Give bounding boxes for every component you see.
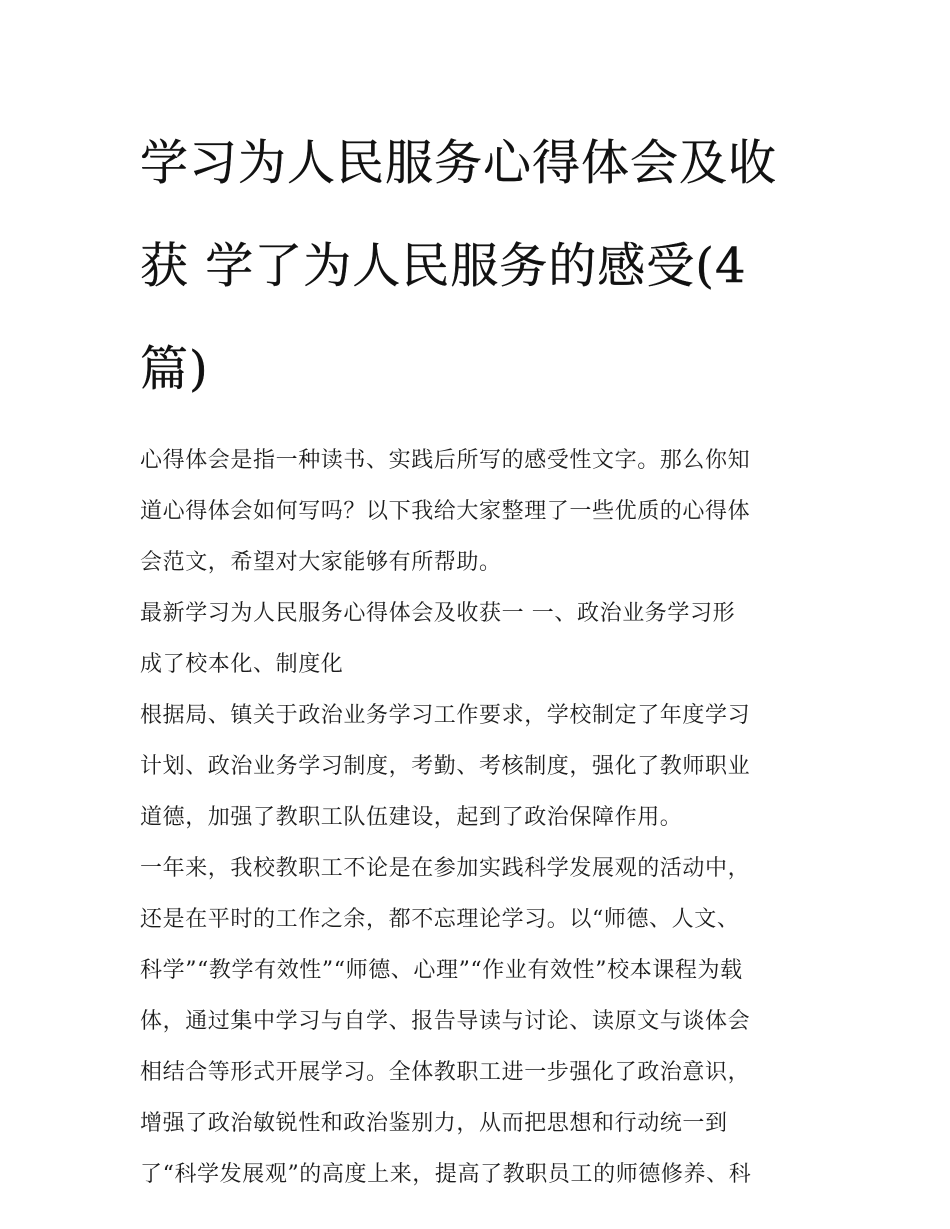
- body-line: 还是在平时的工作之余，都不忘理论学习。以“师德、人文、: [140, 907, 740, 932]
- body-line: 一年来，我校教职工不论是在参加实践科学发展观的活动中，: [140, 856, 751, 881]
- body-line: 最新学习为人民服务心得体会及收获一 一、政治业务学习形: [140, 601, 736, 626]
- title-line: 学习为人民服务心得体会及收: [140, 135, 778, 191]
- body-line: 道心得体会如何写吗？以下我给大家整理了一些优质的心得体: [140, 499, 751, 524]
- body-line: 相结合等形式开展学习。全体教职工进一步强化了政治意识，: [140, 1060, 751, 1085]
- title-line: 获 学了为人民服务的感受(4: [140, 238, 747, 294]
- body-line: 成了校本化、制度化: [140, 652, 344, 677]
- body-line: 科学”“教学有效性”“师德、心理”“作业有效性”校本课程为载: [140, 958, 743, 983]
- body-line: 体，通过集中学习与自学、报告导读与讨论、读原文与谈体会: [140, 1009, 751, 1034]
- body-line: 道德，加强了教职工队伍建设，起到了政治保障作用。: [140, 805, 683, 830]
- body-line: 根据局、镇关于政治业务学习工作要求，学校制定了年度学习: [140, 703, 751, 728]
- body-line: 增强了政治敏锐性和政治鉴别力，从而把思想和行动统一到: [140, 1111, 728, 1136]
- body-line: 心得体会是指一种读书、实践后所写的感受性文字。那么你知: [140, 448, 751, 473]
- title-line: 篇): [140, 341, 209, 397]
- body-line: 了“科学发展观”的高度上来，提高了教职员工的师德修养、科: [140, 1162, 752, 1187]
- body-line: 计划、政治业务学习制度，考勤、考核制度，强化了教师职业: [140, 754, 751, 779]
- body-line: 会范文，希望对大家能够有所帮助。: [140, 550, 502, 575]
- document-title: [140, 112, 815, 421]
- document-body: [140, 435, 815, 1200]
